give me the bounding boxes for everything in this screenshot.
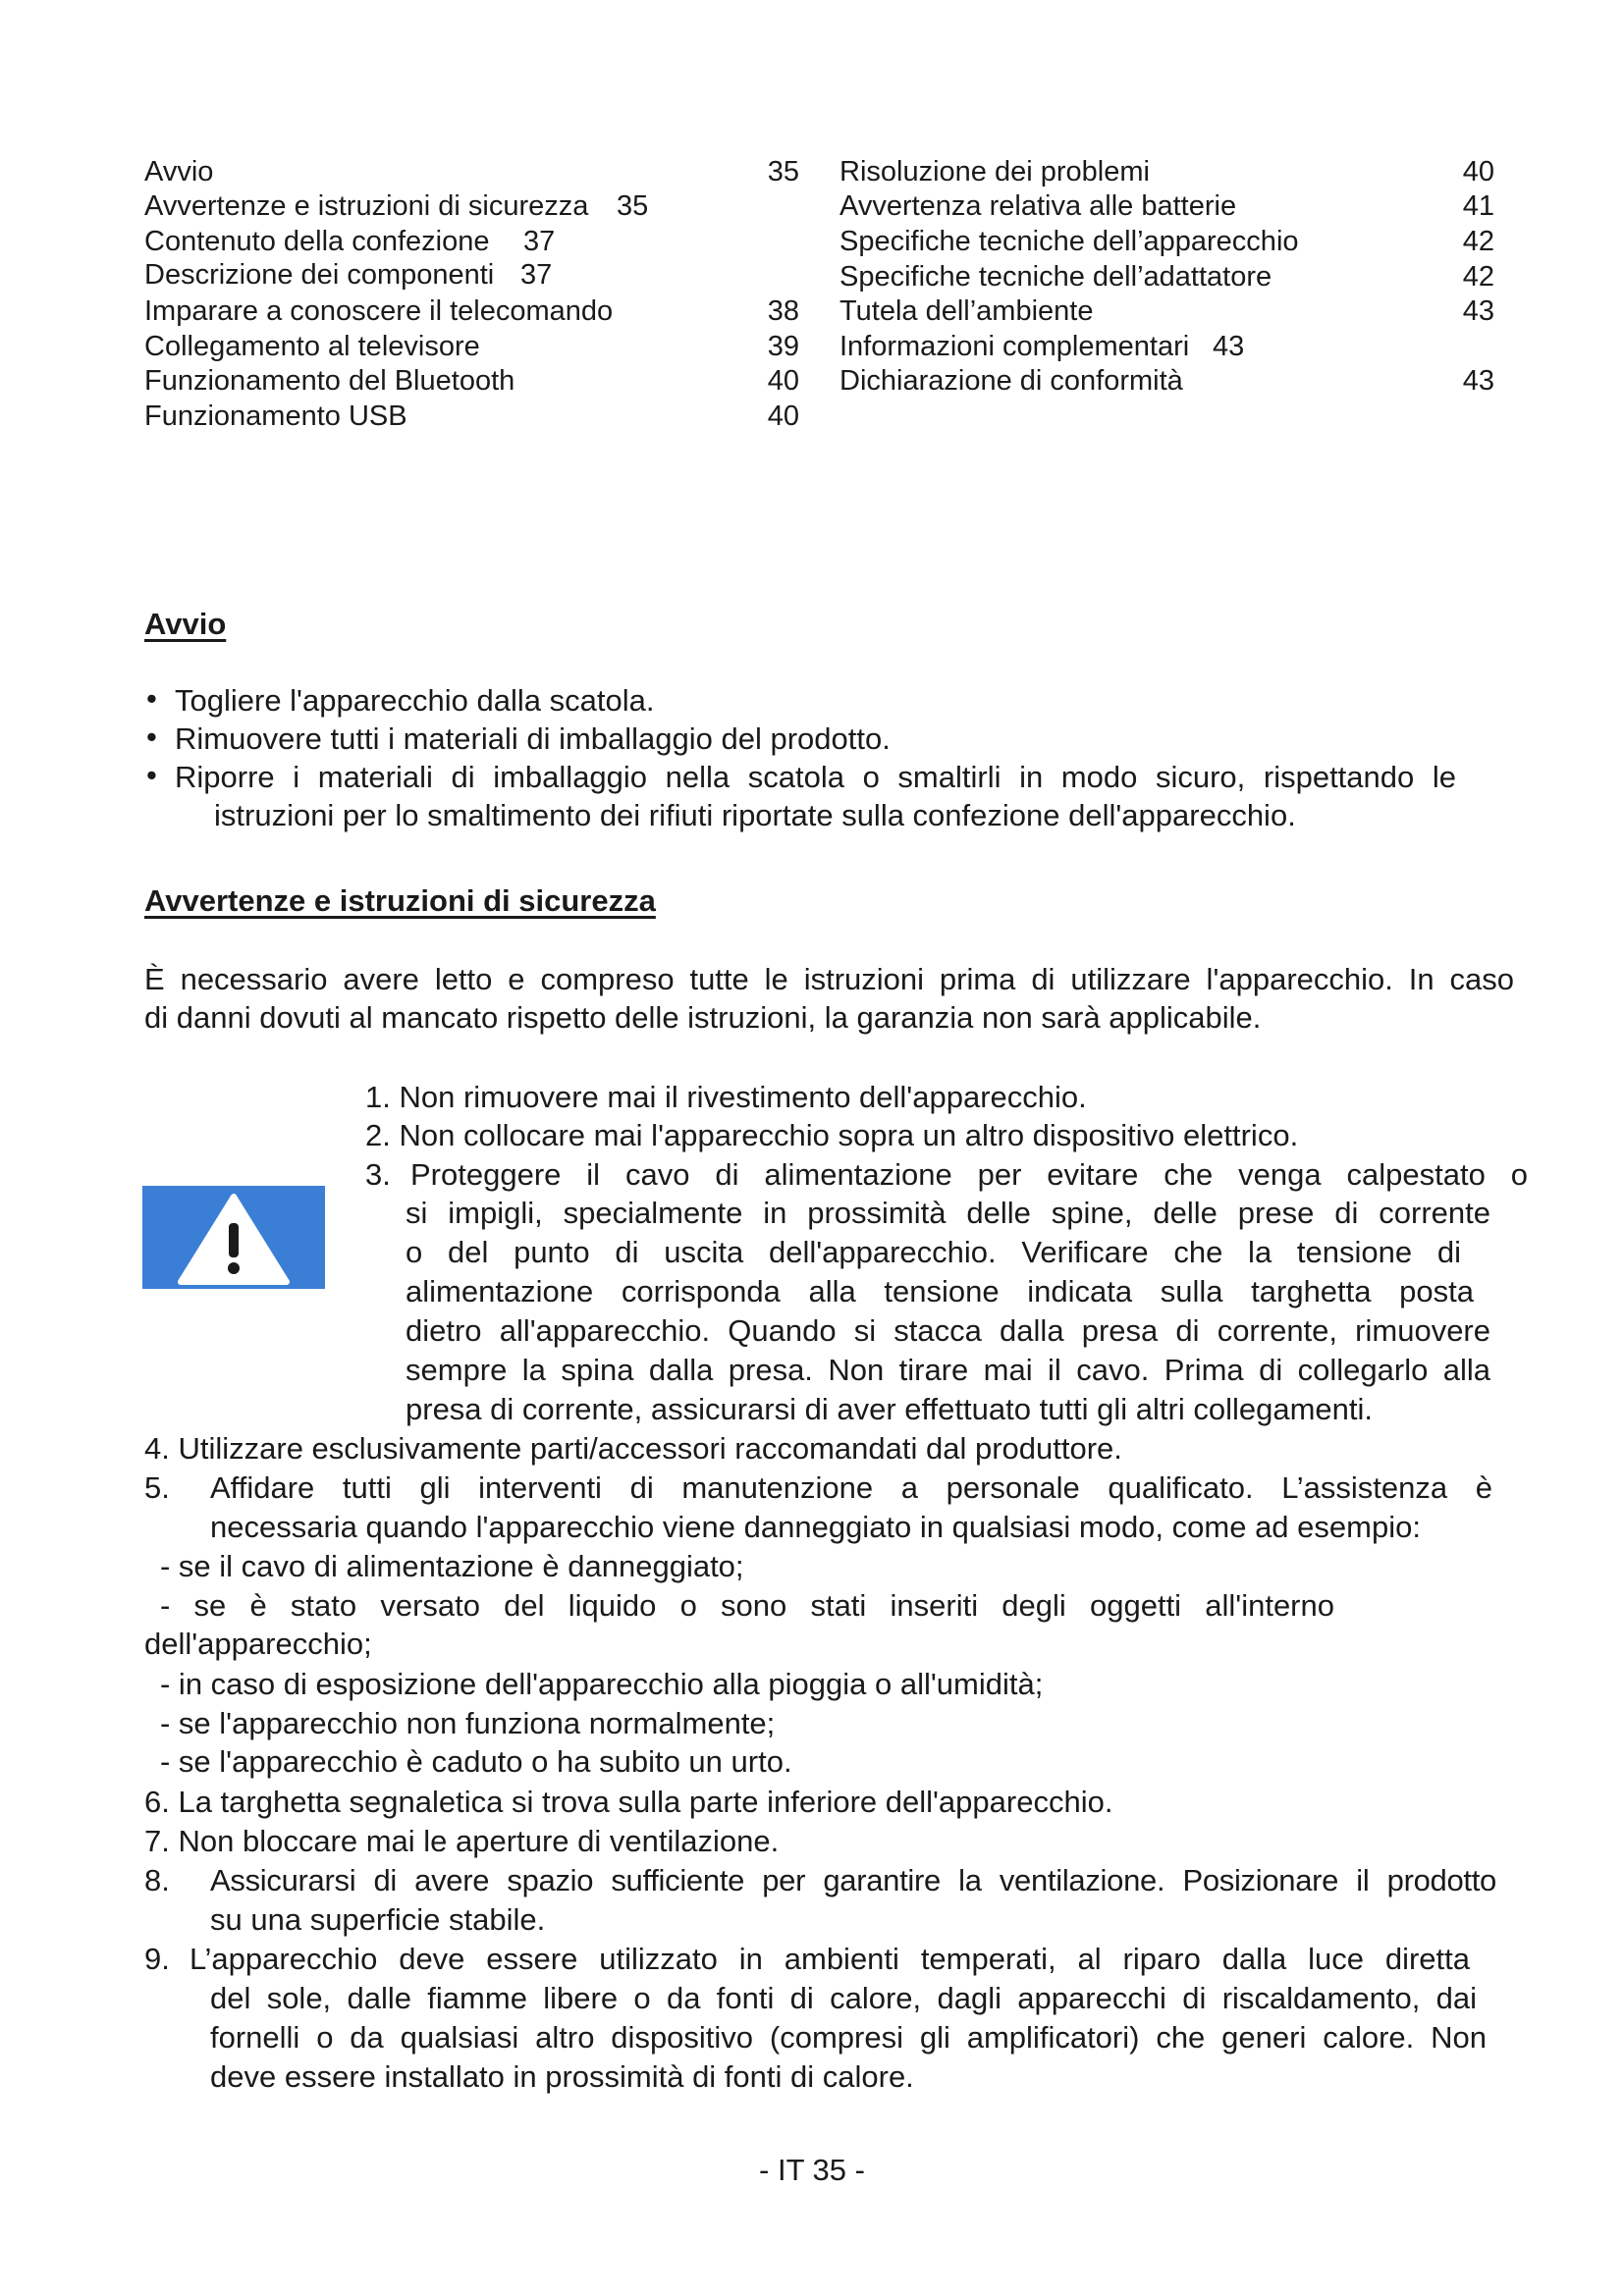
toc-page: 39 bbox=[767, 331, 799, 362]
safety-item-2: 2. Non collocare mai l'apparecchio sopra un altro dispositivo elettrico. bbox=[365, 1118, 1299, 1152]
sub-item-continuation: dell'apparecchio; bbox=[144, 1627, 372, 1661]
toc-entry[interactable]: Informazioni complementari bbox=[839, 331, 1190, 362]
bullet-icon: • bbox=[146, 758, 157, 792]
toc-page: 40 bbox=[767, 365, 799, 397]
safety-item-4: 4. Utilizzare esclusivamente parti/accessori raccomandati dal produttore. bbox=[144, 1431, 1122, 1466]
section-heading-safety: Avvertenze e istruzioni di sicurezza bbox=[144, 883, 656, 918]
toc-page: 38 bbox=[767, 295, 799, 327]
toc-page: 43 bbox=[1462, 295, 1494, 327]
safety-intro-line: di danni dovuti al mancato rispetto delle istruzioni, la garanzia non sarà applicabile. bbox=[144, 1000, 1262, 1035]
sub-item: - se l'apparecchio non funziona normalmente; bbox=[160, 1706, 776, 1740]
toc-entry[interactable]: Specifiche tecniche dell’adattatore bbox=[839, 261, 1272, 293]
toc-entry[interactable]: Imparare a conoscere il telecomando bbox=[144, 295, 614, 327]
toc-page: 40 bbox=[767, 400, 799, 432]
list-item: Riporre i materiali di imballaggio nella scatola o smaltirli in modo sicuro, rispettando le bbox=[175, 760, 1456, 794]
page-number: - IT 35 - bbox=[759, 2153, 865, 2187]
item-line: L’apparecchio deve essere utilizzato in ambienti temperati, al riparo dalla luce diretta bbox=[189, 1942, 1470, 1976]
toc-page: 43 bbox=[1213, 331, 1245, 362]
toc-entry[interactable]: Avvertenze e istruzioni di sicurezza bbox=[144, 190, 589, 222]
toc-page: 35 bbox=[617, 190, 649, 222]
item-line: presa di corrente, assicurarsi di aver effettuato tutti gli altri collegamenti. bbox=[406, 1392, 1374, 1426]
item-number: 5. bbox=[144, 1470, 170, 1505]
item-line: o del punto di uscita dell'apparecchio. Verificare che la tensione di bbox=[406, 1235, 1461, 1269]
warning-triangle-icon bbox=[142, 1186, 325, 1289]
item-line: sempre la spina dalla presa. Non tirare mai il cavo. Prima di collegarlo alla bbox=[406, 1353, 1490, 1387]
warning-icon bbox=[142, 1186, 325, 1289]
list-item-continuation: istruzioni per lo smaltimento dei rifiuti riportate sulla confezione dell'apparecchio. bbox=[214, 798, 1296, 832]
item-line: su una superficie stabile. bbox=[210, 1902, 546, 1937]
toc-page: 37 bbox=[523, 226, 556, 257]
toc-entry[interactable]: Dichiarazione di conformità bbox=[839, 365, 1183, 397]
toc-page: 35 bbox=[767, 156, 799, 187]
toc-entry[interactable]: Descrizione dei componenti bbox=[144, 259, 495, 291]
toc-page: 37 bbox=[520, 259, 553, 291]
item-line: Assicurarsi di avere spazio sufficiente per garantire la ventilazione. Posizionare il prodotto bbox=[210, 1863, 1496, 1897]
toc-entry[interactable]: Collegamento al televisore bbox=[144, 331, 480, 362]
item-line: Affidare tutti gli interventi di manutenzione a personale qualificato. L’assistenza è bbox=[210, 1470, 1492, 1505]
toc-page: 41 bbox=[1462, 190, 1494, 222]
toc-page: 43 bbox=[1462, 365, 1494, 397]
toc-entry[interactable]: Tutela dell’ambiente bbox=[839, 295, 1094, 327]
toc-page: 40 bbox=[1462, 156, 1494, 187]
toc-entry[interactable]: Contenuto della confezione bbox=[144, 226, 490, 257]
bullet-icon: • bbox=[146, 681, 157, 716]
item-number: 8. bbox=[144, 1863, 170, 1897]
item-line: necessaria quando l'apparecchio viene danneggiato in qualsiasi modo, come ad esempio: bbox=[210, 1510, 1421, 1544]
list-item: Togliere l'apparecchio dalla scatola. bbox=[175, 683, 655, 718]
sub-item: - in caso di esposizione dell'apparecchio alla pioggia o all'umidità; bbox=[160, 1667, 1044, 1701]
item-line: Proteggere il cavo di alimentazione per evitare che venga calpestato o bbox=[410, 1157, 1528, 1192]
item-line: si impigli, specialmente in prossimità delle spine, delle prese di corrente bbox=[406, 1196, 1490, 1230]
safety-item-6: 6. La targhetta segnaletica si trova sulla parte inferiore dell'apparecchio. bbox=[144, 1785, 1113, 1819]
item-line: deve essere installato in prossimità di fonti di calore. bbox=[210, 2059, 914, 2094]
safety-item-1: 1. Non rimuovere mai il rivestimento dell'apparecchio. bbox=[365, 1080, 1087, 1114]
toc-entry[interactable]: Avvertenza relativa alle batterie bbox=[839, 190, 1237, 222]
item-line: dietro all'apparecchio. Quando si stacca dalla presa di corrente, rimuovere bbox=[406, 1313, 1490, 1348]
item-line: fornelli o da qualsiasi altro dispositivo (compresi gli amplificatori) che generi calore. Non bbox=[210, 2020, 1487, 2055]
safety-item-7: 7. Non bloccare mai le aperture di ventilazione. bbox=[144, 1824, 780, 1858]
toc-page: 42 bbox=[1462, 261, 1494, 293]
safety-intro-line: È necessario avere letto e compreso tutte le istruzioni prima di utilizzare l'apparecchio. In caso bbox=[144, 962, 1514, 996]
toc-entry[interactable]: Funzionamento USB bbox=[144, 400, 407, 432]
item-number: 3. bbox=[365, 1157, 391, 1192]
sub-item: - se il cavo di alimentazione è danneggiato; bbox=[160, 1549, 744, 1583]
item-line: del sole, dalle fiamme libere o da fonti di calore, dagli apparecchi di riscaldamento, dai bbox=[210, 1981, 1477, 2015]
item-number: 9. bbox=[144, 1942, 170, 1976]
toc-entry[interactable]: Specifiche tecniche dell’apparecchio bbox=[839, 226, 1299, 257]
list-item: Rimuovere tutti i materiali di imballaggio del prodotto. bbox=[175, 721, 891, 756]
toc-entry[interactable]: Risoluzione dei problemi bbox=[839, 156, 1150, 187]
sub-item: - se l'apparecchio è caduto o ha subito un urto. bbox=[160, 1744, 792, 1779]
toc-entry[interactable]: Funzionamento del Bluetooth bbox=[144, 365, 515, 397]
toc-entry[interactable]: Avvio bbox=[144, 156, 214, 187]
item-line: alimentazione corrisponda alla tensione indicata sulla targhetta posta bbox=[406, 1274, 1474, 1308]
toc-page: 42 bbox=[1462, 226, 1494, 257]
bullet-icon: • bbox=[146, 720, 157, 754]
sub-item: - se è stato versato del liquido o sono stati inseriti degli oggetti all'interno bbox=[160, 1588, 1334, 1623]
section-heading-avvio: Avvio bbox=[144, 607, 227, 641]
